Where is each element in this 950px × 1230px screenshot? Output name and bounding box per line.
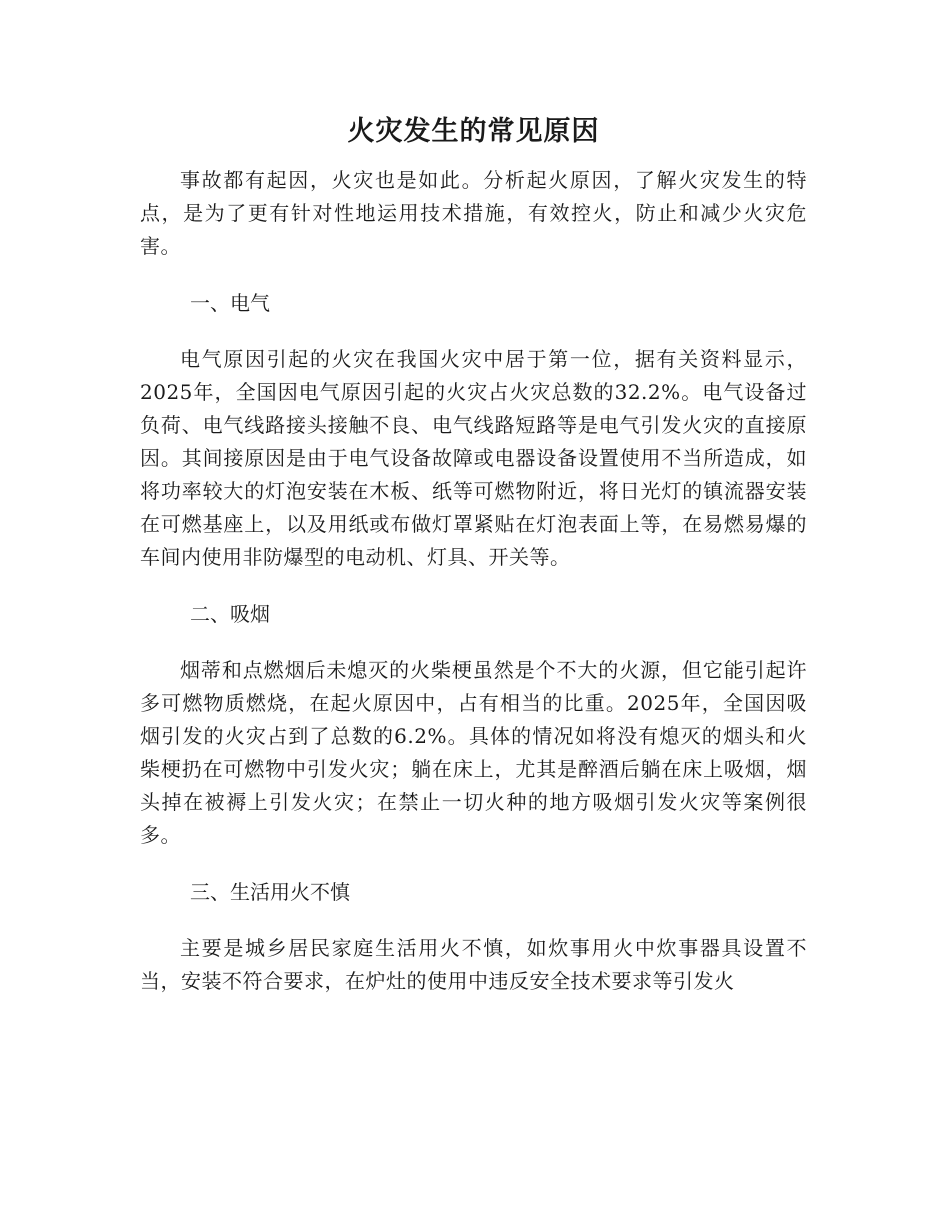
section-body-electrical: 电气原因引起的火灾在我国火灾中居于第一位，据有关资料显示，2025年，全国因电气原因引起的火灾占火灾总数的32.2%。电气设备过负荷、电气线路接头接触不良、电气线路短路等是电气引发火灾的直接原因。其间接原因是由于电气设备故障或电器设备设置使用不当所造成，如将功率较大的灯泡安装在木板、纸等可燃物附近，将日光灯的镇流器安装在可燃基座上，以及用纸或布做灯罩紧贴在灯泡表面上等，在易燃易爆的车间内使用非防爆型的电动机、灯具、开关等。	[140, 347, 807, 569]
intro-paragraph: 事故都有起因，火灾也是如此。分析起火原因，了解火灾发生的特点，是为了更有针对性地运用技术措施，有效控火，防止和减少火灾危害。	[140, 168, 807, 258]
section-heading-smoking: 二、吸烟	[190, 602, 270, 626]
section-heading-electrical: 一、电气	[190, 291, 270, 315]
section-body-smoking: 烟蒂和点燃烟后未熄灭的火柴梗虽然是个不大的火源，但它能引起许多可燃物质燃烧，在起火原因中，占有相当的比重。2025年，全国因吸烟引发的火灾占到了总数的6.2%。具体的情况如将没有熄灭的烟头和火柴梗扔在可燃物中引发火灾；躺在床上，尤其是醉酒后躺在床上吸烟，烟头掉在被褥上引发火灾；在禁止一切火种的地方吸烟引发火灾等案例很多。	[140, 658, 807, 847]
section-heading-domestic-fire: 三、生活用火不慎	[190, 880, 350, 904]
section-body-domestic-fire: 主要是城乡居民家庭生活用火不慎，如炊事用火中炊事器具设置不当，安装不符合要求，在炉灶的使用中违反安全技术要求等引发火	[140, 936, 807, 993]
document-title: 火灾发生的常见原因	[347, 116, 600, 147]
